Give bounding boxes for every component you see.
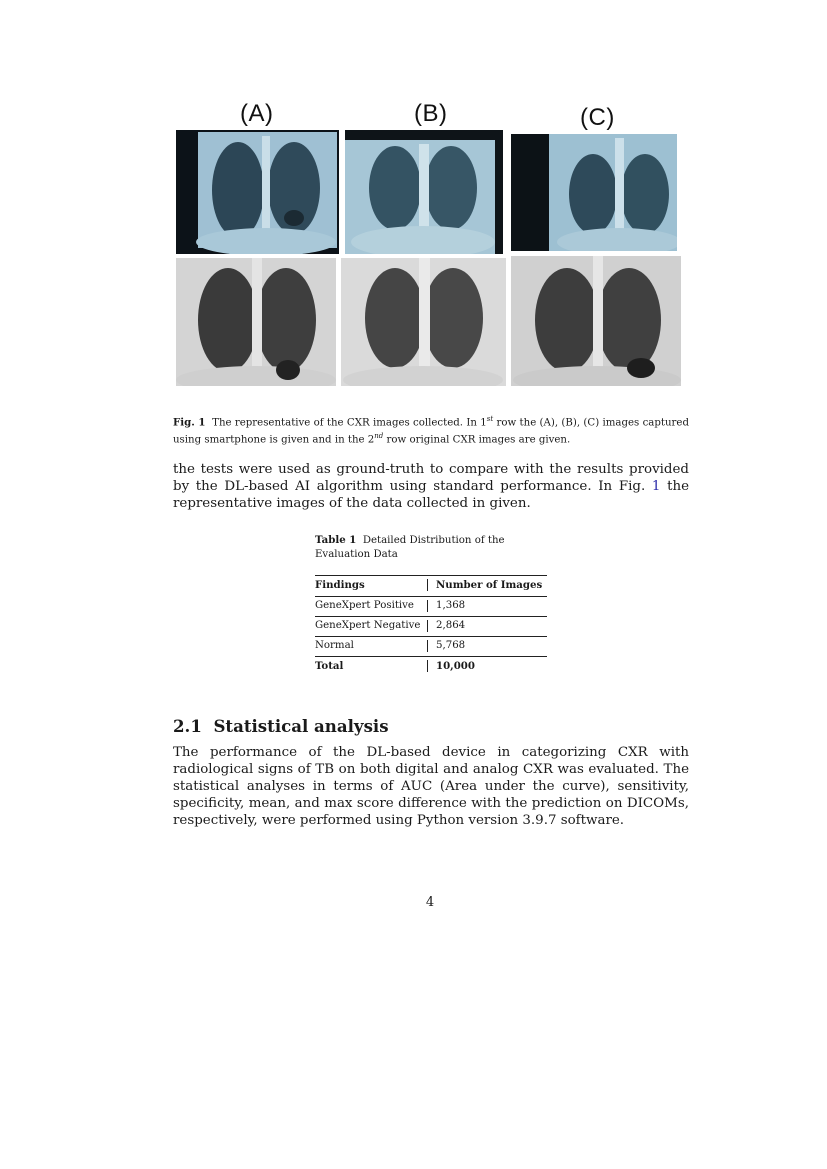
page-number: 4	[425, 895, 435, 910]
section-title: Statistical analysis	[213, 716, 389, 736]
table-caption	[315, 534, 535, 561]
table-cell-finding: Normal	[315, 640, 354, 651]
table-cell-count: 5,768	[436, 640, 466, 651]
table-cell-count: 1,368	[436, 600, 466, 611]
figure-caption-sup: st	[486, 415, 494, 423]
table-header-findings: Findings	[315, 579, 365, 591]
table-column-separator	[427, 640, 428, 652]
intro-paragraph	[173, 461, 689, 512]
xray-image-c-smartphone	[511, 134, 677, 251]
intro-text: the tests were used as ground-truth to compare with the results provided by the DL-based AI algorithm using standard performance. In Fig.	[173, 462, 689, 494]
panel-label-c: (C)	[580, 104, 615, 131]
figure-caption	[173, 413, 689, 447]
xray-image-b-original	[341, 258, 506, 386]
section-number: 2.1	[173, 716, 202, 736]
section-heading	[173, 716, 389, 736]
table-caption-text: Detailed Distribution of the Evaluation Data	[315, 535, 505, 560]
table-total-value: 10,000	[436, 660, 475, 672]
table-label: Table 1	[315, 534, 357, 546]
table-top-rule	[315, 575, 547, 576]
table-cell-count: 2,864	[436, 620, 466, 631]
table-header-rule	[315, 596, 547, 597]
figure-caption-label: Fig. 1	[173, 416, 206, 429]
table-row-rule	[315, 616, 547, 617]
section-body-paragraph: The performance of the DL-based device in categorizing CXR with radiological signs of TB on both digital and analog CXR was evaluated. The statistical analyses in terms of AUC (Area under the curve), sensitivity, specificity, mean, and max score difference with the prediction on DICOMs, respectively, were performed using Python version 3.9.7 software.	[173, 745, 689, 828]
panel-label-a: (A)	[240, 100, 274, 127]
table-column-separator	[427, 660, 428, 672]
figure-caption-text: The representative of the CXR images collected. In 1	[212, 417, 487, 429]
table-header-count: Number of Images	[436, 579, 543, 591]
xray-image-c-original	[511, 256, 681, 386]
xray-image-a-original	[176, 258, 336, 386]
table-row-rule	[315, 656, 547, 657]
figure-caption-text: row the (A), (B), (C) images captured using smartphone is given and in the 2	[173, 417, 689, 446]
panel-label-b: (B)	[414, 100, 448, 127]
xray-image-a-smartphone	[176, 130, 339, 254]
intro-text: the representative images of the data collected in given.	[173, 479, 690, 511]
table-row-rule	[315, 636, 547, 637]
xray-image-b-smartphone	[345, 130, 503, 254]
table-column-separator	[427, 579, 428, 591]
table-cell-finding: GeneXpert Negative	[315, 620, 421, 631]
figure-reference-link[interactable]: 1	[651, 479, 661, 494]
table-column-separator	[427, 620, 428, 632]
table-total-label: Total	[315, 660, 344, 672]
table-cell-finding: GeneXpert Positive	[315, 600, 414, 611]
figure-caption-text: row original CXR images are given.	[383, 434, 571, 446]
table-column-separator	[427, 600, 428, 612]
figure-caption-sup: nd	[374, 431, 384, 440]
